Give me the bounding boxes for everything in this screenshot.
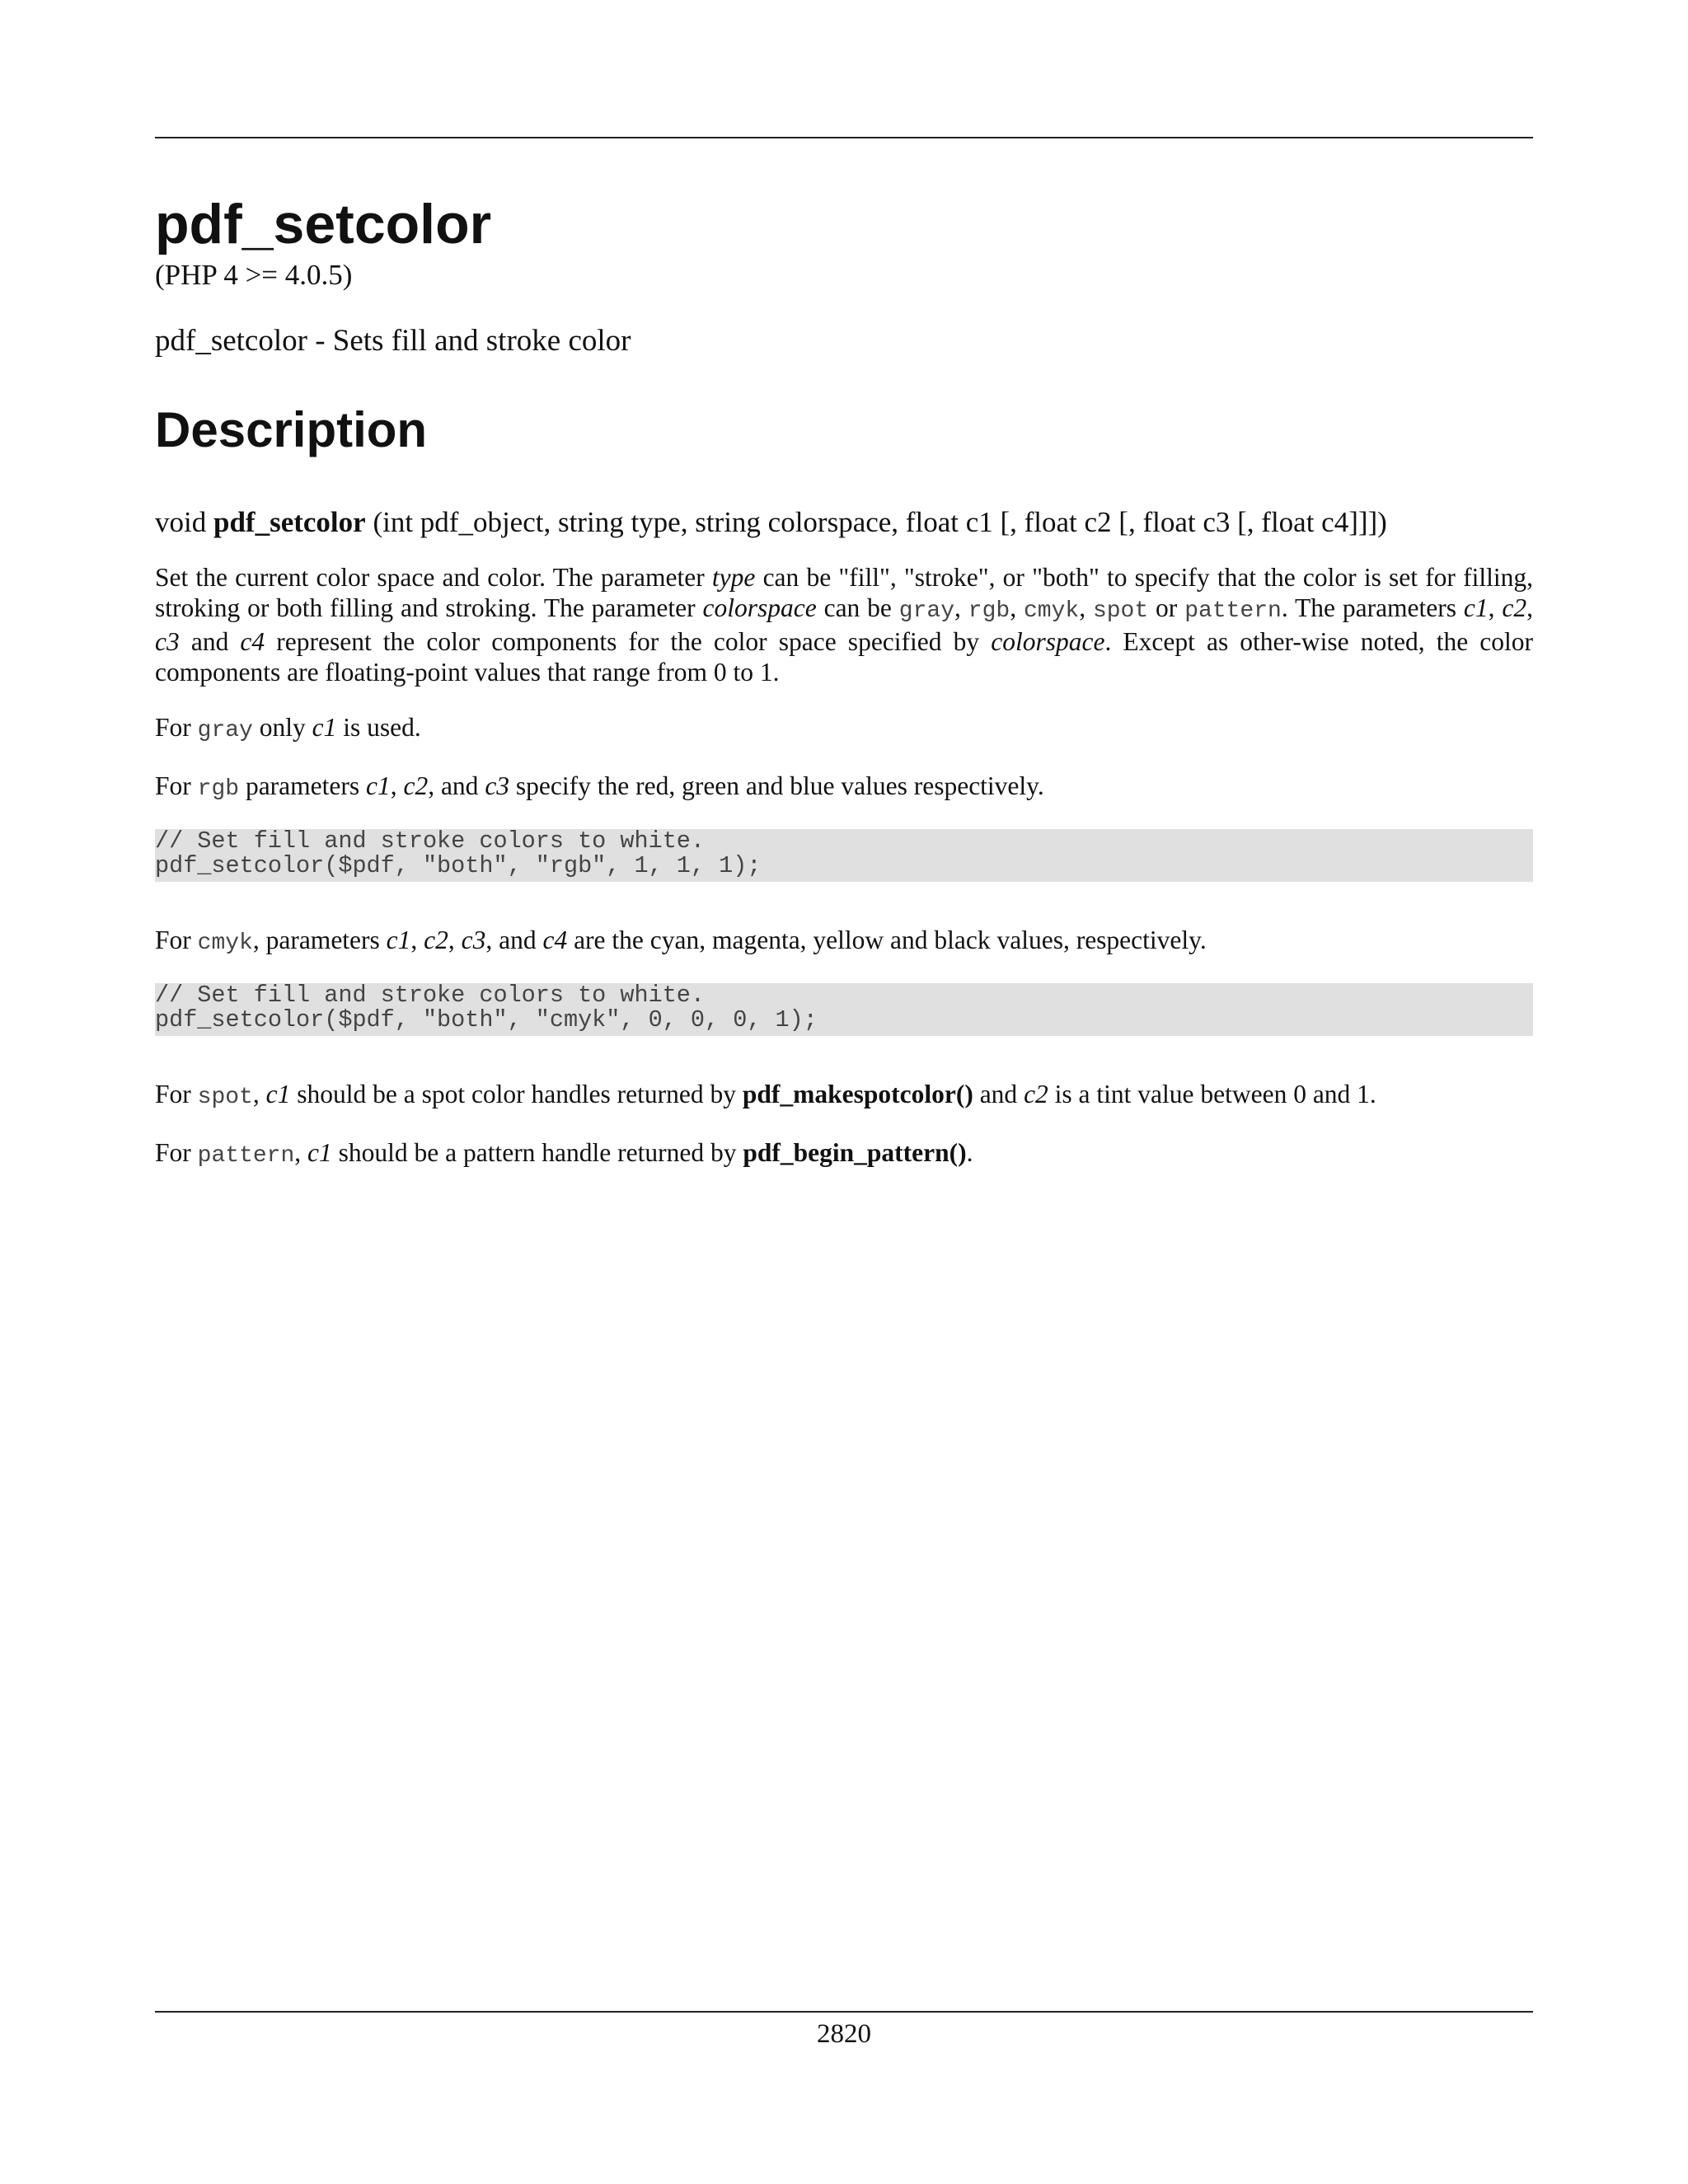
text: , xyxy=(1010,593,1024,622)
text: can be "fill", "stroke", or "both" to specify that the color is set for filling, stroking or both filling and stroking. The parameter xyxy=(155,563,1533,622)
literal-gray: gray xyxy=(898,598,955,624)
text: , xyxy=(1488,593,1503,622)
refpurpose: pdf_setcolor - Sets fill and stroke color xyxy=(155,324,631,358)
param-c1: c1 xyxy=(307,1138,332,1167)
page-title: pdf_setcolor xyxy=(155,193,492,255)
literal-gray: gray xyxy=(197,718,253,743)
text: only xyxy=(252,713,312,742)
text: , xyxy=(294,1138,308,1167)
code-example-cmyk: // Set fill and stroke colors to white. pdf_setcolor($pdf, "both", "cmyk", 0, 0, 0, 1); xyxy=(155,983,1533,1036)
text: represent the color components for the color space specified by xyxy=(265,627,992,656)
text: , xyxy=(954,593,968,622)
text: . The parameters xyxy=(1281,593,1464,622)
text: For xyxy=(155,926,198,954)
literal-rgb: rgb xyxy=(968,598,1010,624)
text: For xyxy=(155,713,198,742)
gray-paragraph xyxy=(155,712,1533,746)
version-info: (PHP 4 >= 4.0.5) xyxy=(155,259,353,291)
text: , xyxy=(410,926,424,954)
text: and xyxy=(179,627,241,656)
function-ref-begin-pattern: pdf_begin_pattern() xyxy=(743,1138,967,1167)
text: can be xyxy=(816,593,899,622)
param-type: type xyxy=(711,563,756,592)
param-c1: c1 xyxy=(365,771,391,800)
code-example-rgb: // Set fill and stroke colors to white. pdf_setcolor($pdf, "both", "rgb", 1, 1, 1); xyxy=(155,829,1533,882)
literal-cmyk: cmyk xyxy=(197,930,253,956)
page-content xyxy=(155,191,1533,1171)
param-colorspace: colorspace xyxy=(991,627,1105,656)
param-c3: c3 xyxy=(155,627,180,656)
param-c1: c1 xyxy=(265,1080,291,1108)
description-heading: Description xyxy=(155,402,428,457)
literal-pattern: pattern xyxy=(197,1143,295,1169)
text: Set the current color space and color. The parameter xyxy=(155,563,712,592)
text: . xyxy=(966,1138,973,1167)
pattern-paragraph xyxy=(155,1137,1533,1171)
spot-paragraph xyxy=(155,1079,1533,1113)
param-c2: c2 xyxy=(403,771,429,800)
rgb-paragraph xyxy=(155,771,1533,804)
text: , xyxy=(1526,593,1534,622)
footer-rule xyxy=(155,2011,1533,2013)
param-c4: c4 xyxy=(240,627,265,656)
function-synopsis xyxy=(155,503,1533,542)
text: or xyxy=(1148,593,1185,622)
param-c4: c4 xyxy=(542,926,568,954)
text: For xyxy=(155,1138,198,1167)
text: . Except as other-wise noted, the color components are floating-point values that range from 0 to 1. xyxy=(155,627,1533,687)
text: , and xyxy=(485,926,543,954)
header-rule xyxy=(155,137,1533,138)
text: is used. xyxy=(336,713,421,742)
text: , xyxy=(448,926,462,954)
param-c2: c2 xyxy=(1502,593,1527,622)
text: should be a spot color handles returned by xyxy=(290,1080,743,1108)
literal-cmyk: cmyk xyxy=(1023,598,1080,624)
text: is a tint value between 0 and 1. xyxy=(1048,1080,1376,1108)
cmyk-paragraph xyxy=(155,925,1533,958)
page-number: 2820 xyxy=(817,2019,871,2049)
param-c2: c2 xyxy=(424,926,448,954)
synopsis-params: (int pdf_object, string type, string colorspace, float c1 [, float c2 [, float c3 [, float c4]]]) xyxy=(373,506,1387,538)
param-c2: c2 xyxy=(1024,1080,1048,1108)
literal-spot: spot xyxy=(197,1085,253,1110)
text: and xyxy=(973,1080,1025,1108)
literal-spot: spot xyxy=(1092,598,1149,624)
synopsis-function-name: pdf_setcolor xyxy=(213,506,366,538)
param-c3: c3 xyxy=(485,771,510,800)
text: , and xyxy=(428,771,485,800)
text: should be a pattern handle returned by xyxy=(331,1138,743,1167)
param-colorspace: colorspace xyxy=(702,593,817,622)
text: are the cyan, magenta, yellow and black values, respectively. xyxy=(567,926,1207,954)
function-ref-makespotcolor: pdf_makespotcolor() xyxy=(742,1080,973,1108)
param-c1: c1 xyxy=(1463,593,1489,622)
text: For xyxy=(155,1080,198,1108)
param-c1: c1 xyxy=(386,926,411,954)
literal-rgb: rgb xyxy=(197,776,240,802)
text: , xyxy=(1079,593,1093,622)
description-paragraph xyxy=(155,562,1533,687)
text: parameters xyxy=(239,771,366,800)
param-c3: c3 xyxy=(461,926,486,954)
param-c1: c1 xyxy=(312,713,337,742)
return-type: void xyxy=(155,506,207,538)
literal-pattern: pattern xyxy=(1184,598,1282,624)
text: For xyxy=(155,771,198,800)
text: , xyxy=(390,771,404,800)
text: specify the red, green and blue values respectively. xyxy=(509,771,1044,800)
text: , xyxy=(252,1080,266,1108)
text: , parameters xyxy=(252,926,387,954)
